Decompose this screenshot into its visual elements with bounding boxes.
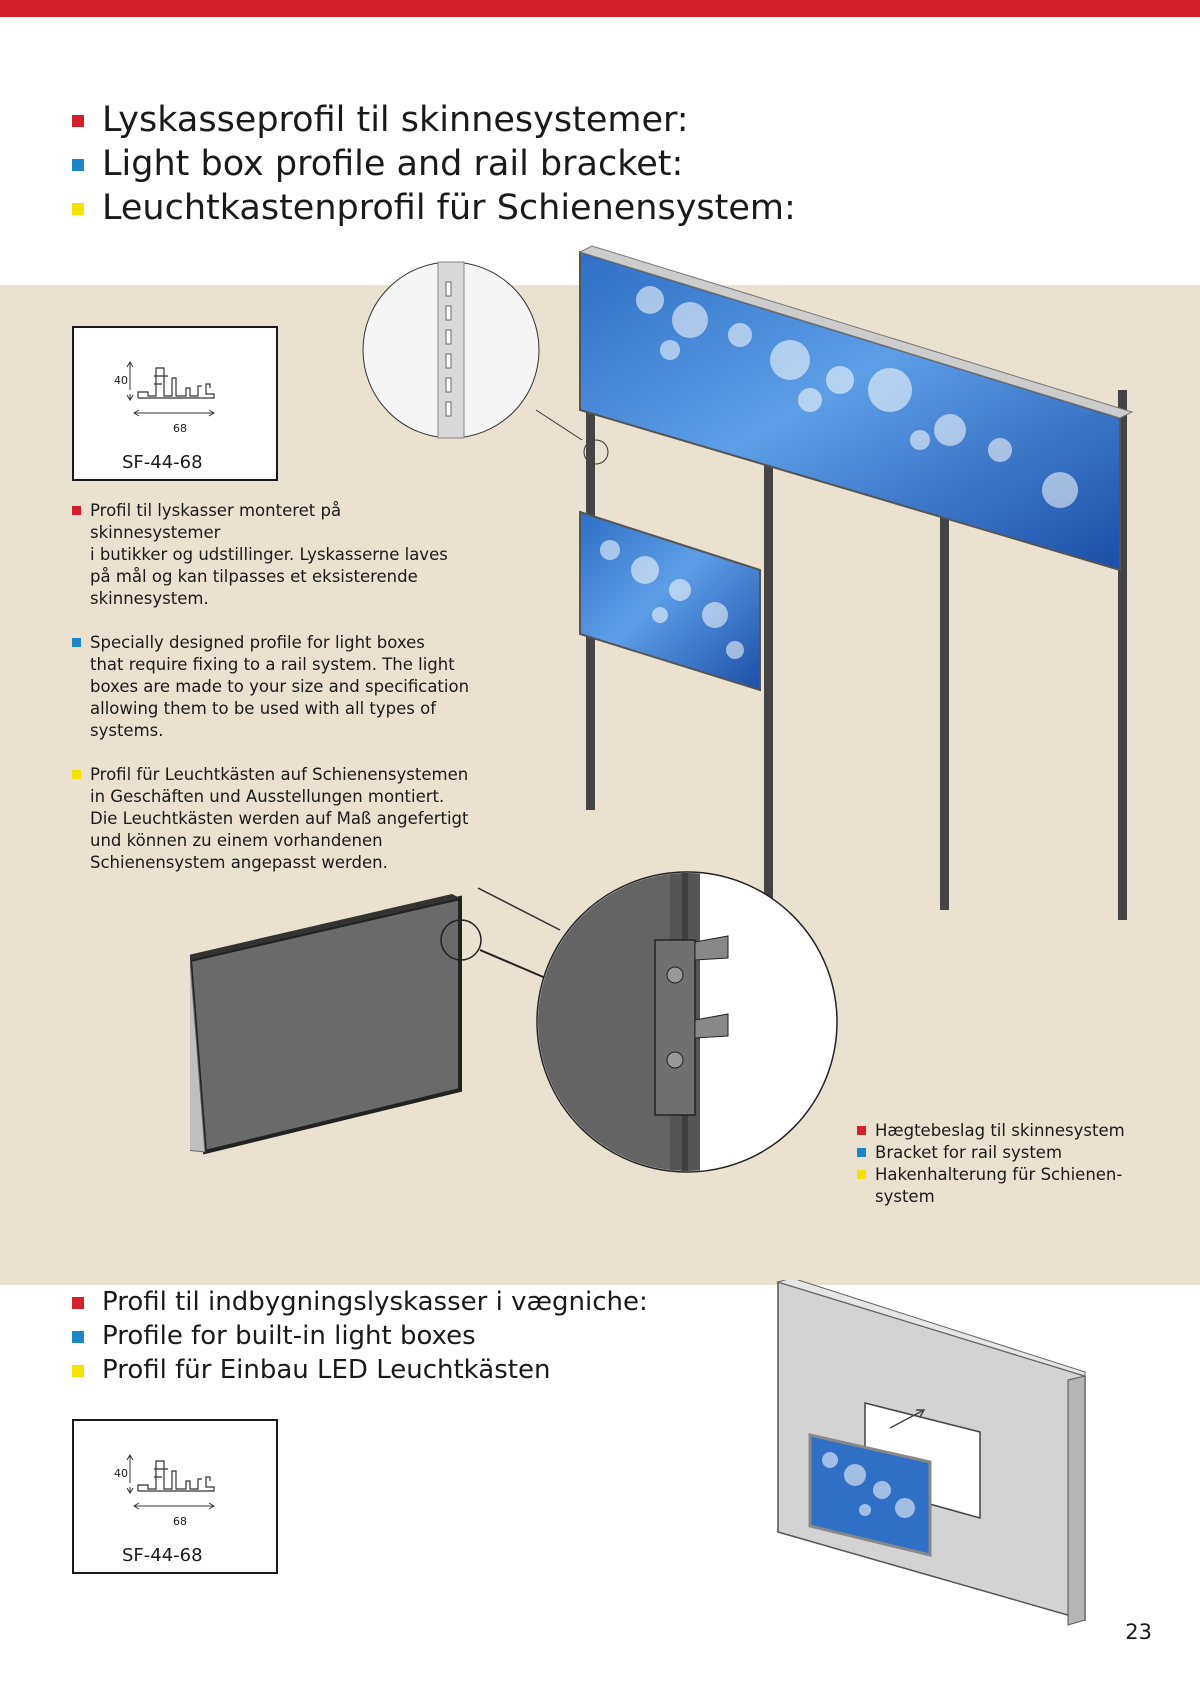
bracket-caption-list (857, 1120, 1125, 1208)
rail-system-illustration (360, 240, 1140, 950)
yellow-square-icon (857, 1170, 866, 1179)
profile-width-label: 68 (173, 422, 187, 435)
wall-niche-illustration (770, 1280, 1090, 1630)
bracket-caption-danish: Hægtebeslag til skinnesystem (857, 1120, 1125, 1142)
red-square-icon (72, 115, 84, 127)
description-english: Specially designed profile for light boxes that require fixing to a rail system. The light boxes are made to your size and specification allowing them to be used with all types of systems. (72, 632, 472, 742)
blue-square-icon (72, 159, 84, 171)
page-number: 23 (1125, 1620, 1152, 1644)
light-box-frame (190, 898, 460, 1152)
main-title-danish: Lyskasseprofil til skinnesystemer: (72, 98, 796, 142)
profile-height-label: 40 (114, 1467, 128, 1480)
bracket-caption-english: Bracket for rail system (857, 1142, 1125, 1164)
yellow-square-icon (72, 203, 84, 215)
blue-square-icon (72, 1331, 84, 1343)
yellow-square-icon (72, 770, 81, 779)
small-light-box (580, 512, 760, 690)
profile-width-label: 68 (173, 1515, 187, 1528)
profile-code: SF-44-68 (122, 1545, 203, 1566)
main-title-english: Light box profile and rail bracket: (72, 142, 796, 186)
profile-code: SF-44-68 (122, 452, 203, 473)
yellow-square-icon (72, 1365, 84, 1377)
bracket-caption-german: Hakenhalterung für Schienen- system (857, 1164, 1125, 1208)
main-title-list (72, 98, 796, 230)
section2-title-german: Profil für Einbau LED Leuchtkästen (72, 1353, 648, 1387)
top-red-bar (0, 0, 1200, 17)
blue-square-icon (72, 638, 81, 647)
main-title-german: Leuchtkastenprofil für Schienensystem: (72, 186, 796, 230)
description-german: Profil für Leuchtkästen auf Schienensystemen in Geschäften und Ausstellungen montiert. Die Leuchtkästen werden auf Maß angefertigt und können zu einem vorhandenen Schienensystem angepasst werden. (72, 764, 472, 874)
section2-title-english: Profile for built-in light boxes (72, 1319, 648, 1353)
red-square-icon (72, 506, 81, 515)
description-danish: Profil til lyskasser monteret på skinnesystemer i butikker og udstillinger. Lyskasserne laves på mål og kan tilpasses et eksisterende skinnesystem. (72, 500, 472, 610)
red-square-icon (72, 1297, 84, 1309)
bracket-illustration (190, 860, 890, 1210)
blue-square-icon (857, 1148, 866, 1157)
profile-drawing-box-bottom (72, 1419, 278, 1574)
red-square-icon (857, 1126, 866, 1135)
profile-drawing-box-top (72, 326, 278, 481)
section2-title-danish: Profil til indbygningslyskasser i vægniche: (72, 1285, 648, 1319)
section2-title-list (72, 1285, 648, 1387)
profile-height-label: 40 (114, 374, 128, 387)
